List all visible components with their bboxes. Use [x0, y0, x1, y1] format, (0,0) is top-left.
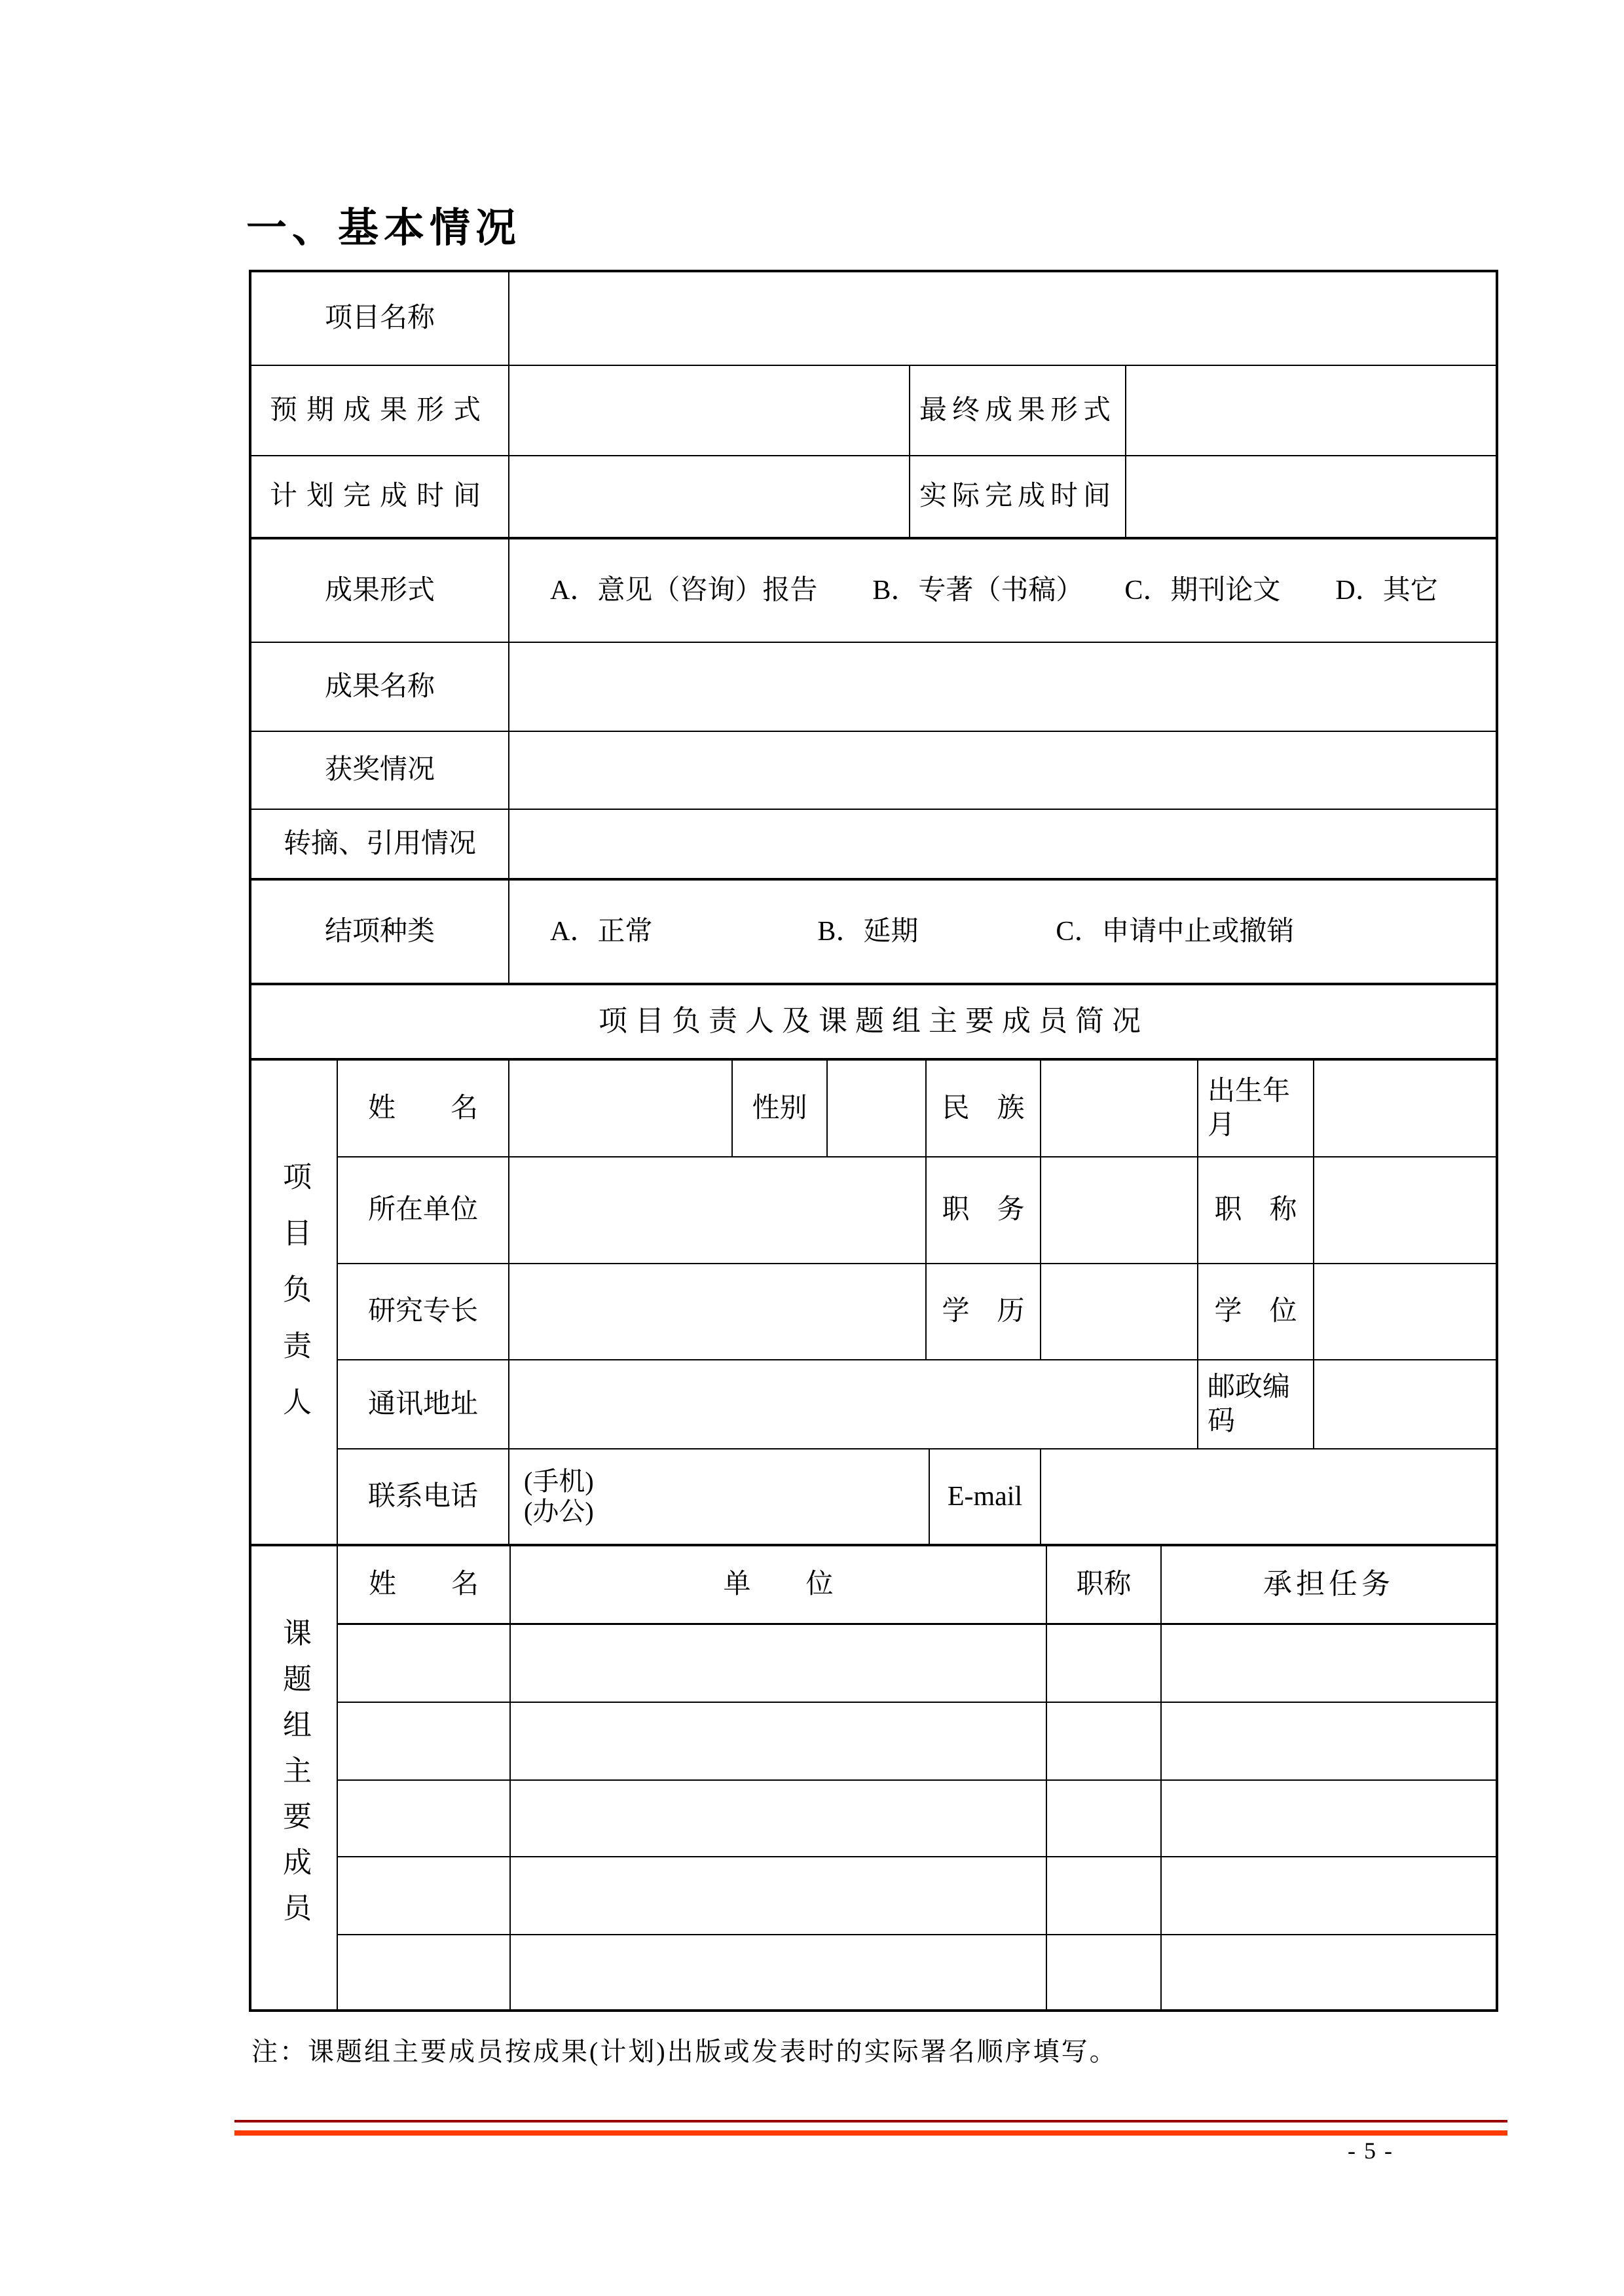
member-5-task[interactable] — [1162, 1935, 1496, 2009]
footer-rule-top — [234, 2120, 1507, 2123]
label-expected-result-form: 预期成果形式 — [251, 366, 509, 455]
row-completion-times — [251, 456, 1496, 539]
label-final-result-form: 最终成果形式 — [910, 366, 1126, 455]
member-1-unit[interactable] — [511, 1625, 1047, 1702]
field-leader-postal[interactable] — [1314, 1360, 1496, 1448]
field-leader-phone[interactable] — [509, 1449, 930, 1544]
leader-band — [251, 1061, 1496, 1546]
members-band — [251, 1546, 1496, 2009]
members-row-3 — [338, 1781, 1496, 1857]
phone-office-label: (办公) — [524, 1497, 594, 1526]
member-3-task[interactable] — [1162, 1781, 1496, 1856]
leader-group-label: 项目负责人 — [251, 1061, 338, 1544]
label-leader-degree: 学 位 — [1198, 1264, 1314, 1359]
page-number: - 5 - — [1348, 2138, 1393, 2164]
label-leader-gender: 性别 — [733, 1061, 828, 1156]
row-project-name — [251, 272, 1496, 366]
label-leader-phone: 联系电话 — [338, 1449, 509, 1544]
field-leader-degree[interactable] — [1314, 1264, 1496, 1359]
footer-rule-bottom — [234, 2130, 1507, 2136]
row-leader-specialty — [338, 1264, 1496, 1360]
field-leader-duty[interactable] — [1041, 1157, 1198, 1263]
row-result-form-options — [251, 539, 1496, 643]
label-leader-duty: 职 务 — [927, 1157, 1041, 1263]
label-leader-postal: 邮政编码 — [1198, 1360, 1314, 1448]
label-leader-education: 学 历 — [927, 1264, 1041, 1359]
row-result-name — [251, 643, 1496, 732]
label-closing-type: 结项种类 — [251, 881, 509, 983]
member-1-title[interactable] — [1047, 1625, 1162, 1702]
members-row-2 — [338, 1703, 1496, 1781]
field-leader-title[interactable] — [1314, 1157, 1496, 1263]
member-4-task[interactable] — [1162, 1857, 1496, 1934]
member-3-unit[interactable] — [511, 1781, 1047, 1856]
label-leader-unit: 所在单位 — [338, 1157, 509, 1263]
section-header: 项目负责人及课题组主要成员简况 — [599, 1005, 1149, 1038]
members-group-label: 课题组主要成员 — [251, 1546, 338, 2009]
members-header-name: 姓 名 — [338, 1546, 511, 1623]
field-leader-email[interactable] — [1041, 1449, 1496, 1544]
label-leader-ethnicity: 民 族 — [927, 1061, 1041, 1156]
member-4-name[interactable] — [338, 1857, 511, 1934]
label-actual-time: 实际完成时间 — [910, 456, 1126, 537]
member-2-unit[interactable] — [511, 1703, 1047, 1779]
field-final-result-form[interactable] — [1126, 366, 1496, 455]
member-3-title[interactable] — [1047, 1781, 1162, 1856]
row-leader-address — [338, 1360, 1496, 1449]
label-leader-address: 通讯地址 — [338, 1360, 509, 1448]
field-leader-specialty[interactable] — [509, 1264, 927, 1359]
phone-mobile-label: (手机) — [524, 1467, 594, 1496]
field-leader-birth[interactable] — [1314, 1061, 1496, 1156]
member-1-task[interactable] — [1162, 1625, 1496, 1702]
label-leader-birth: 出生年月 — [1198, 1061, 1314, 1156]
members-header-task: 承担任务 — [1263, 1568, 1394, 1601]
field-leader-unit[interactable] — [509, 1157, 927, 1263]
row-leader-phone — [338, 1449, 1496, 1544]
label-planned-time: 计划完成时间 — [251, 456, 509, 537]
members-row-1 — [338, 1625, 1496, 1703]
field-reprint-citation[interactable] — [509, 810, 1496, 878]
row-awards — [251, 732, 1496, 810]
label-leader-email: E-mail — [930, 1449, 1041, 1544]
row-section-header — [251, 985, 1496, 1061]
members-header-title: 职称 — [1047, 1546, 1162, 1623]
label-result-form: 成果形式 — [251, 539, 509, 642]
member-4-title[interactable] — [1047, 1857, 1162, 1934]
row-reprint-citation — [251, 810, 1496, 881]
field-leader-gender[interactable] — [828, 1061, 927, 1156]
field-leader-address[interactable] — [509, 1360, 1198, 1448]
row-members-header — [338, 1546, 1496, 1625]
member-4-unit[interactable] — [511, 1857, 1047, 1934]
field-leader-education[interactable] — [1041, 1264, 1198, 1359]
member-5-title[interactable] — [1047, 1935, 1162, 2009]
row-leader-unit — [338, 1157, 1496, 1264]
footnote: 注：课题组主要成员按成果(计划)出版或发表时的实际署名顺序填写。 — [251, 2037, 1118, 2066]
label-project-name: 项目名称 — [251, 272, 509, 365]
field-planned-time[interactable] — [509, 456, 910, 537]
member-5-name[interactable] — [338, 1935, 511, 2009]
members-header-unit: 单 位 — [511, 1546, 1047, 1623]
members-row-5 — [338, 1935, 1496, 2009]
label-leader-name: 姓 名 — [338, 1061, 509, 1156]
label-reprint-citation: 转摘、引用情况 — [251, 810, 509, 878]
row-leader-name — [338, 1061, 1496, 1157]
page-title: 一、基本情况 — [246, 206, 522, 251]
member-5-unit[interactable] — [511, 1935, 1047, 2009]
field-leader-ethnicity[interactable] — [1041, 1061, 1198, 1156]
field-awards[interactable] — [509, 732, 1496, 809]
member-1-name[interactable] — [338, 1625, 511, 1702]
member-3-name[interactable] — [338, 1781, 511, 1856]
leader-rows — [338, 1061, 1496, 1544]
field-leader-name[interactable] — [509, 1061, 733, 1156]
field-closing-type-options[interactable]: A．正常 B．延期 C．申请中止或撤销 — [550, 916, 1295, 947]
label-awards: 获奖情况 — [251, 732, 509, 809]
row-closing-type — [251, 881, 1496, 985]
label-leader-title: 职 称 — [1198, 1157, 1314, 1263]
members-row-4 — [338, 1857, 1496, 1935]
label-result-name: 成果名称 — [251, 643, 509, 731]
member-2-task[interactable] — [1162, 1703, 1496, 1779]
field-result-form-options[interactable]: A．意见（咨询）报告 B．专著（书稿） C．期刊论文 D．其它 — [550, 575, 1438, 606]
members-rows — [338, 1546, 1496, 2009]
field-actual-time[interactable] — [1126, 456, 1496, 537]
row-result-forms — [251, 366, 1496, 456]
field-project-name[interactable] — [509, 272, 1496, 365]
member-2-name[interactable] — [338, 1703, 511, 1779]
label-leader-specialty: 研究专长 — [338, 1264, 509, 1359]
field-expected-result-form[interactable] — [509, 366, 910, 455]
basic-info-table — [249, 270, 1498, 2012]
field-result-name[interactable] — [509, 643, 1496, 731]
member-2-title[interactable] — [1047, 1703, 1162, 1779]
